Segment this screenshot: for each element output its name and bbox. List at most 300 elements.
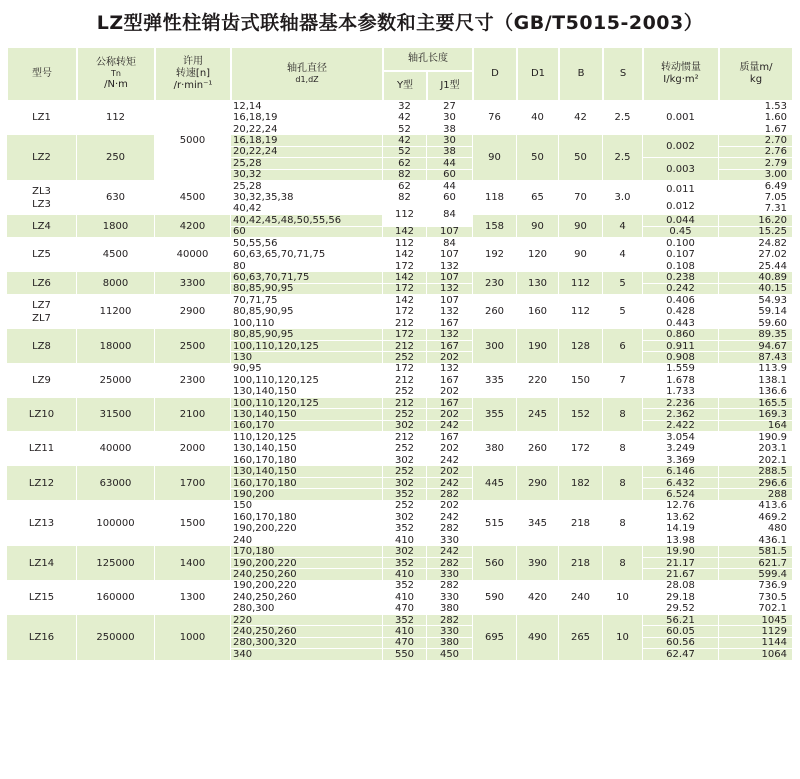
y-length-cell: 82 bbox=[383, 192, 427, 203]
y-length-cell: 352 bbox=[383, 558, 427, 569]
torque-cell: 100000 bbox=[77, 501, 155, 547]
bore-cell: 16,18,19 bbox=[231, 112, 383, 123]
mass-cell: 1129 bbox=[719, 626, 793, 637]
torque-cell: 18000 bbox=[77, 329, 155, 363]
bore-cell: 30,32 bbox=[231, 170, 383, 181]
inertia-cell: 62.47 bbox=[643, 649, 719, 660]
speed-cell: 5000 bbox=[155, 101, 231, 181]
inertia-cell: 0.443 bbox=[643, 318, 719, 329]
inertia-cell: 3.054 bbox=[643, 432, 719, 443]
inertia-cell: 60.56 bbox=[643, 638, 719, 649]
S-cell: 8 bbox=[603, 398, 643, 432]
bore-cell: 160,170,180 bbox=[231, 512, 383, 523]
B-cell: 70 bbox=[559, 181, 603, 215]
bore-cell: 190,200 bbox=[231, 489, 383, 500]
j1-length-cell: 202 bbox=[427, 466, 473, 477]
mass-cell: 2.79 bbox=[719, 158, 793, 169]
bore-cell: 90,95 bbox=[231, 364, 383, 375]
mass-cell: 7.05 bbox=[719, 192, 793, 203]
j1-length-cell: 132 bbox=[427, 307, 473, 318]
B-cell: 50 bbox=[559, 135, 603, 181]
inertia-cell: 0.860 bbox=[643, 329, 719, 340]
j1-length-cell: 84 bbox=[427, 238, 473, 249]
inertia-cell: 1.678 bbox=[643, 375, 719, 386]
inertia-cell: 14.19 bbox=[643, 524, 719, 535]
D-cell: 192 bbox=[473, 238, 517, 272]
inertia-cell: 56.21 bbox=[643, 615, 719, 626]
header-speed-text: 许用 bbox=[183, 56, 203, 67]
j1-length-merged-cell: 84 bbox=[427, 204, 473, 227]
bore-cell: 130,140,150 bbox=[231, 466, 383, 477]
j1-length-cell: 330 bbox=[427, 535, 473, 546]
y-length-cell: 212 bbox=[383, 398, 427, 409]
inertia-cell: 1.559 bbox=[643, 364, 719, 375]
inertia-cell: 6.146 bbox=[643, 466, 719, 477]
page-title: LZ型弹性柱销齿式联轴器基本参数和主要尺寸（GB/T5015-2003） bbox=[96, 12, 704, 34]
j1-length-cell: 107 bbox=[427, 249, 473, 260]
model-cell: LZ5 bbox=[7, 238, 77, 272]
D-cell: 300 bbox=[473, 329, 517, 363]
y-length-merged-cell: 112 bbox=[383, 204, 427, 227]
S-cell: 8 bbox=[603, 546, 643, 580]
mass-cell: 3.00 bbox=[719, 170, 793, 181]
mass-cell: 164 bbox=[719, 421, 793, 432]
speed-cell: 2000 bbox=[155, 432, 231, 466]
mass-cell: 203.1 bbox=[719, 444, 793, 455]
y-length-cell: 172 bbox=[383, 261, 427, 272]
inertia-cell: 0.107 bbox=[643, 249, 719, 260]
mass-cell: 702.1 bbox=[719, 603, 793, 614]
B-cell: 90 bbox=[559, 238, 603, 272]
y-length-cell: 252 bbox=[383, 501, 427, 512]
D-cell: 445 bbox=[473, 466, 517, 500]
header-D bbox=[473, 47, 517, 101]
y-length-cell: 410 bbox=[383, 626, 427, 637]
mass-cell: 2.76 bbox=[719, 147, 793, 158]
y-length-cell: 302 bbox=[383, 478, 427, 489]
bore-cell: 30,32,35,38 bbox=[231, 192, 383, 203]
mass-cell: 288 bbox=[719, 489, 793, 500]
torque-cell: 40000 bbox=[77, 432, 155, 466]
j1-length-cell: 107 bbox=[427, 295, 473, 306]
mass-cell: 136.6 bbox=[719, 387, 793, 398]
j1-length-cell: 132 bbox=[427, 329, 473, 340]
mass-cell: 469.2 bbox=[719, 512, 793, 523]
inertia-cell: 21.17 bbox=[643, 558, 719, 569]
y-length-cell: 550 bbox=[383, 649, 427, 660]
y-length-cell: 112 bbox=[383, 238, 427, 249]
header-mass bbox=[719, 47, 793, 101]
y-length-cell: 142 bbox=[383, 295, 427, 306]
inertia-cell: 19.90 bbox=[643, 546, 719, 557]
bore-cell: 240 bbox=[231, 535, 383, 546]
y-length-cell: 410 bbox=[383, 569, 427, 580]
inertia-cell: 13.98 bbox=[643, 535, 719, 546]
B-cell: 152 bbox=[559, 398, 603, 432]
header-length-j1-text: J1型 bbox=[440, 80, 460, 91]
bore-cell: 100,110 bbox=[231, 318, 383, 329]
model-cell: LZ1 bbox=[7, 101, 77, 135]
mass-cell: 1.53 bbox=[719, 101, 793, 112]
bore-cell: 220 bbox=[231, 615, 383, 626]
model-cell: LZ6 bbox=[7, 272, 77, 295]
model-cell: LZ8 bbox=[7, 329, 77, 363]
j1-length-cell: 282 bbox=[427, 558, 473, 569]
j1-length-cell: 202 bbox=[427, 409, 473, 420]
D1-cell: 120 bbox=[517, 238, 559, 272]
j1-length-cell: 282 bbox=[427, 581, 473, 592]
torque-cell: 25000 bbox=[77, 364, 155, 398]
torque-cell: 112 bbox=[77, 101, 155, 135]
j1-length-cell: 107 bbox=[427, 227, 473, 238]
j1-length-cell: 132 bbox=[427, 284, 473, 295]
j1-length-cell: 167 bbox=[427, 398, 473, 409]
j1-length-cell: 30 bbox=[427, 135, 473, 146]
mass-cell: 2.70 bbox=[719, 135, 793, 146]
inertia-cell: 2.422 bbox=[643, 421, 719, 432]
j1-length-cell: 107 bbox=[427, 272, 473, 283]
y-length-cell: 52 bbox=[383, 147, 427, 158]
D1-cell: 220 bbox=[517, 364, 559, 398]
y-length-cell: 42 bbox=[383, 135, 427, 146]
bore-cell: 20,22,24 bbox=[231, 147, 383, 158]
S-cell: 4 bbox=[603, 215, 643, 238]
header-D1-text: D1 bbox=[530, 68, 546, 79]
inertia-cell: 0.238 bbox=[643, 272, 719, 283]
j1-length-cell: 282 bbox=[427, 489, 473, 500]
B-cell: 218 bbox=[559, 546, 603, 580]
inertia-cell: 0.100 bbox=[643, 238, 719, 249]
model-cell: LZ16 bbox=[7, 615, 77, 661]
bore-cell: 70,71,75 bbox=[231, 295, 383, 306]
j1-length-cell: 30 bbox=[427, 112, 473, 123]
j1-length-cell: 167 bbox=[427, 432, 473, 443]
j1-length-cell: 450 bbox=[427, 649, 473, 660]
y-length-cell: 42 bbox=[383, 112, 427, 123]
bore-cell: 20,22,24 bbox=[231, 124, 383, 135]
mass-cell: 581.5 bbox=[719, 546, 793, 557]
speed-cell: 4200 bbox=[155, 215, 231, 238]
header-model-text: 型号 bbox=[32, 68, 52, 79]
mass-cell: 621.7 bbox=[719, 558, 793, 569]
y-length-cell: 142 bbox=[383, 227, 427, 238]
header-torque-text: /N·m bbox=[104, 79, 128, 90]
model-name: ZL3 bbox=[32, 185, 51, 197]
torque-cell: 160000 bbox=[77, 581, 155, 615]
bore-cell: 160,170,180 bbox=[231, 478, 383, 489]
mass-cell: 1.60 bbox=[719, 112, 793, 123]
header-length-y bbox=[383, 71, 427, 101]
D-cell: 230 bbox=[473, 272, 517, 295]
j1-length-cell: 330 bbox=[427, 626, 473, 637]
D-cell: 380 bbox=[473, 432, 517, 466]
header-length-y-text: Y型 bbox=[396, 80, 414, 91]
speed-cell: 40000 bbox=[155, 238, 231, 272]
model-name-alt: LZ3 bbox=[32, 198, 51, 210]
D-cell: 158 bbox=[473, 215, 517, 238]
mass-cell: 59.14 bbox=[719, 307, 793, 318]
D1-cell: 260 bbox=[517, 432, 559, 466]
mass-cell: 113.9 bbox=[719, 364, 793, 375]
inertia-cell: 6.524 bbox=[643, 489, 719, 500]
B-cell: 218 bbox=[559, 501, 603, 547]
inertia-cell: 0.428 bbox=[643, 307, 719, 318]
speed-cell: 2500 bbox=[155, 329, 231, 363]
torque-cell: 630 bbox=[77, 181, 155, 215]
D1-cell: 65 bbox=[517, 181, 559, 215]
y-length-cell: 252 bbox=[383, 444, 427, 455]
j1-length-cell: 282 bbox=[427, 524, 473, 535]
torque-cell: 125000 bbox=[77, 546, 155, 580]
bore-cell: 100,110,120,125 bbox=[231, 398, 383, 409]
mass-cell: 59.60 bbox=[719, 318, 793, 329]
bore-cell: 170,180 bbox=[231, 546, 383, 557]
model-name: LZ7 bbox=[32, 299, 51, 311]
bore-cell: 150 bbox=[231, 501, 383, 512]
B-cell: 265 bbox=[559, 615, 603, 661]
j1-length-cell: 44 bbox=[427, 158, 473, 169]
y-length-cell: 142 bbox=[383, 249, 427, 260]
j1-length-cell: 202 bbox=[427, 501, 473, 512]
y-length-cell: 352 bbox=[383, 489, 427, 500]
y-length-cell: 172 bbox=[383, 307, 427, 318]
speed-cell: 3300 bbox=[155, 272, 231, 295]
mass-cell: 15.25 bbox=[719, 227, 793, 238]
j1-length-cell: 167 bbox=[427, 375, 473, 386]
bore-cell: 110,120,125 bbox=[231, 432, 383, 443]
mass-cell: 1045 bbox=[719, 615, 793, 626]
inertia-cell: 0.002 bbox=[643, 135, 719, 158]
header-length-j1 bbox=[427, 71, 473, 101]
header-inertia bbox=[643, 47, 719, 101]
bore-cell: 240,250,260 bbox=[231, 569, 383, 580]
D-cell: 515 bbox=[473, 501, 517, 547]
header-D-text: D bbox=[491, 68, 499, 79]
header-inertia-text: 转动惯量 bbox=[661, 62, 701, 73]
bore-cell: 240,250,260 bbox=[231, 626, 383, 637]
S-cell: 7 bbox=[603, 364, 643, 398]
S-cell: 8 bbox=[603, 501, 643, 547]
y-length-cell: 62 bbox=[383, 158, 427, 169]
inertia-cell: 3.369 bbox=[643, 455, 719, 466]
header-bore-text: 轴孔直径 bbox=[287, 63, 327, 74]
D1-cell: 130 bbox=[517, 272, 559, 295]
bore-cell: 25,28 bbox=[231, 181, 383, 192]
model-cell: LZ4 bbox=[7, 215, 77, 238]
bore-cell: 80 bbox=[231, 261, 383, 272]
B-cell: 172 bbox=[559, 432, 603, 466]
inertia-cell: 29.18 bbox=[643, 592, 719, 603]
model-cell bbox=[7, 181, 77, 215]
inertia-cell: 2.236 bbox=[643, 398, 719, 409]
header-D1 bbox=[517, 47, 559, 101]
inertia-cell: 28.08 bbox=[643, 581, 719, 592]
y-length-cell: 352 bbox=[383, 615, 427, 626]
D1-cell: 245 bbox=[517, 398, 559, 432]
S-cell: 6 bbox=[603, 329, 643, 363]
mass-cell: 1.67 bbox=[719, 124, 793, 135]
D1-cell: 490 bbox=[517, 615, 559, 661]
D1-cell: 40 bbox=[517, 101, 559, 135]
j1-length-cell: 242 bbox=[427, 512, 473, 523]
mass-cell: 87.43 bbox=[719, 352, 793, 363]
speed-cell: 1700 bbox=[155, 466, 231, 500]
speed-cell: 1000 bbox=[155, 615, 231, 661]
y-length-cell: 470 bbox=[383, 638, 427, 649]
inertia-cell: 0.003 bbox=[643, 158, 719, 181]
bore-cell: 160,170,180 bbox=[231, 455, 383, 466]
header-B bbox=[559, 47, 603, 101]
D1-cell: 50 bbox=[517, 135, 559, 181]
j1-length-cell: 242 bbox=[427, 455, 473, 466]
j1-length-cell: 60 bbox=[427, 192, 473, 203]
mass-cell: 138.1 bbox=[719, 375, 793, 386]
inertia-cell: 13.62 bbox=[643, 512, 719, 523]
inertia-cell: 0.45 bbox=[643, 227, 719, 238]
y-length-cell: 352 bbox=[383, 524, 427, 535]
y-length-cell: 352 bbox=[383, 581, 427, 592]
S-cell: 8 bbox=[603, 432, 643, 466]
j1-length-cell: 242 bbox=[427, 478, 473, 489]
inertia-cell: 0.108 bbox=[643, 261, 719, 272]
speed-cell: 4500 bbox=[155, 181, 231, 215]
bore-cell: 12,14 bbox=[231, 101, 383, 112]
mass-cell: 165.5 bbox=[719, 398, 793, 409]
mass-cell: 54.93 bbox=[719, 295, 793, 306]
j1-length-cell: 242 bbox=[427, 421, 473, 432]
bore-cell: 25,28 bbox=[231, 158, 383, 169]
B-cell: 42 bbox=[559, 101, 603, 135]
B-cell: 150 bbox=[559, 364, 603, 398]
speed-cell: 1500 bbox=[155, 501, 231, 547]
header-length-text: 轴孔长度 bbox=[408, 53, 448, 64]
y-length-cell: 410 bbox=[383, 592, 427, 603]
j1-length-cell: 132 bbox=[427, 261, 473, 272]
mass-cell: 24.82 bbox=[719, 238, 793, 249]
S-cell: 2.5 bbox=[603, 135, 643, 181]
bore-cell: 280,300,320 bbox=[231, 638, 383, 649]
D1-cell: 190 bbox=[517, 329, 559, 363]
y-length-cell: 212 bbox=[383, 318, 427, 329]
bore-cell: 40,42 bbox=[231, 204, 383, 215]
header-inertia-text: I/kg·m² bbox=[663, 74, 699, 85]
y-length-cell: 470 bbox=[383, 603, 427, 614]
B-cell: 240 bbox=[559, 581, 603, 615]
bore-cell: 340 bbox=[231, 649, 383, 660]
bore-cell: 80,85,90,95 bbox=[231, 307, 383, 318]
j1-length-cell: 44 bbox=[427, 181, 473, 192]
inertia-cell: 12.76 bbox=[643, 501, 719, 512]
y-length-cell: 302 bbox=[383, 512, 427, 523]
j1-length-cell: 202 bbox=[427, 444, 473, 455]
header-length bbox=[383, 47, 473, 71]
y-length-cell: 62 bbox=[383, 181, 427, 192]
inertia-cell: 1.733 bbox=[643, 387, 719, 398]
bore-cell: 60,63,65,70,71,75 bbox=[231, 249, 383, 260]
S-cell: 4 bbox=[603, 238, 643, 272]
mass-cell: 16.20 bbox=[719, 215, 793, 226]
model-cell: LZ12 bbox=[7, 466, 77, 500]
y-length-cell: 142 bbox=[383, 272, 427, 283]
y-length-cell: 252 bbox=[383, 387, 427, 398]
inertia-cell: 6.432 bbox=[643, 478, 719, 489]
y-length-cell: 172 bbox=[383, 364, 427, 375]
torque-cell: 31500 bbox=[77, 398, 155, 432]
parameter-table bbox=[7, 47, 793, 771]
bore-cell: 130,140,150 bbox=[231, 444, 383, 455]
header-S-text: S bbox=[619, 68, 627, 79]
inertia-cell: 60.05 bbox=[643, 626, 719, 637]
inertia-cell: 0.406 bbox=[643, 295, 719, 306]
model-cell: LZ14 bbox=[7, 546, 77, 580]
D-cell: 118 bbox=[473, 181, 517, 215]
S-cell: 2.5 bbox=[603, 101, 643, 135]
D-cell: 560 bbox=[473, 546, 517, 580]
S-cell: 3.0 bbox=[603, 181, 643, 215]
bore-cell: 190,200,220 bbox=[231, 524, 383, 535]
header-mass-text: 质量m/ bbox=[739, 62, 773, 73]
header-speed-text: /r·min⁻¹ bbox=[173, 80, 213, 91]
bore-cell: 130,140,150 bbox=[231, 387, 383, 398]
y-length-cell: 82 bbox=[383, 170, 427, 181]
header-speed-text: 转速[n] bbox=[175, 68, 211, 79]
j1-length-cell: 38 bbox=[427, 124, 473, 135]
inertia-cell: 0.012 bbox=[643, 198, 719, 215]
D-cell: 695 bbox=[473, 615, 517, 661]
S-cell: 5 bbox=[603, 295, 643, 329]
mass-cell: 7.31 bbox=[719, 204, 793, 215]
j1-length-cell: 167 bbox=[427, 341, 473, 352]
bore-cell: 50,55,56 bbox=[231, 238, 383, 249]
mass-cell: 1144 bbox=[719, 638, 793, 649]
D-cell: 355 bbox=[473, 398, 517, 432]
y-length-cell: 32 bbox=[383, 101, 427, 112]
y-length-cell: 212 bbox=[383, 341, 427, 352]
D-cell: 76 bbox=[473, 101, 517, 135]
S-cell: 5 bbox=[603, 272, 643, 295]
torque-cell: 11200 bbox=[77, 295, 155, 329]
model-cell: LZ15 bbox=[7, 581, 77, 615]
B-cell: 128 bbox=[559, 329, 603, 363]
inertia-cell: 0.044 bbox=[643, 215, 719, 226]
inertia-cell: 0.001 bbox=[643, 101, 719, 135]
S-cell: 10 bbox=[603, 581, 643, 615]
mass-cell: 89.35 bbox=[719, 329, 793, 340]
j1-length-cell: 380 bbox=[427, 603, 473, 614]
model-cell: LZ13 bbox=[7, 501, 77, 547]
model-name-alt: ZL7 bbox=[32, 312, 51, 324]
j1-length-cell: 282 bbox=[427, 615, 473, 626]
mass-cell: 1064 bbox=[719, 649, 793, 660]
y-length-cell: 252 bbox=[383, 409, 427, 420]
mass-cell: 25.44 bbox=[719, 261, 793, 272]
model-cell bbox=[7, 295, 77, 329]
inertia-cell: 0.242 bbox=[643, 284, 719, 295]
D1-cell: 420 bbox=[517, 581, 559, 615]
j1-length-cell: 60 bbox=[427, 170, 473, 181]
bore-cell: 40,42,45,48,50,55,56 bbox=[231, 215, 383, 226]
header-torque-text: Tn bbox=[111, 69, 121, 78]
j1-length-cell: 202 bbox=[427, 387, 473, 398]
mass-cell: 288.5 bbox=[719, 466, 793, 477]
D1-cell: 290 bbox=[517, 466, 559, 500]
y-length-cell: 212 bbox=[383, 375, 427, 386]
j1-length-cell: 38 bbox=[427, 147, 473, 158]
S-cell: 10 bbox=[603, 615, 643, 661]
torque-cell: 250000 bbox=[77, 615, 155, 661]
bore-cell: 16,18,19 bbox=[231, 135, 383, 146]
mass-cell: 296.6 bbox=[719, 478, 793, 489]
